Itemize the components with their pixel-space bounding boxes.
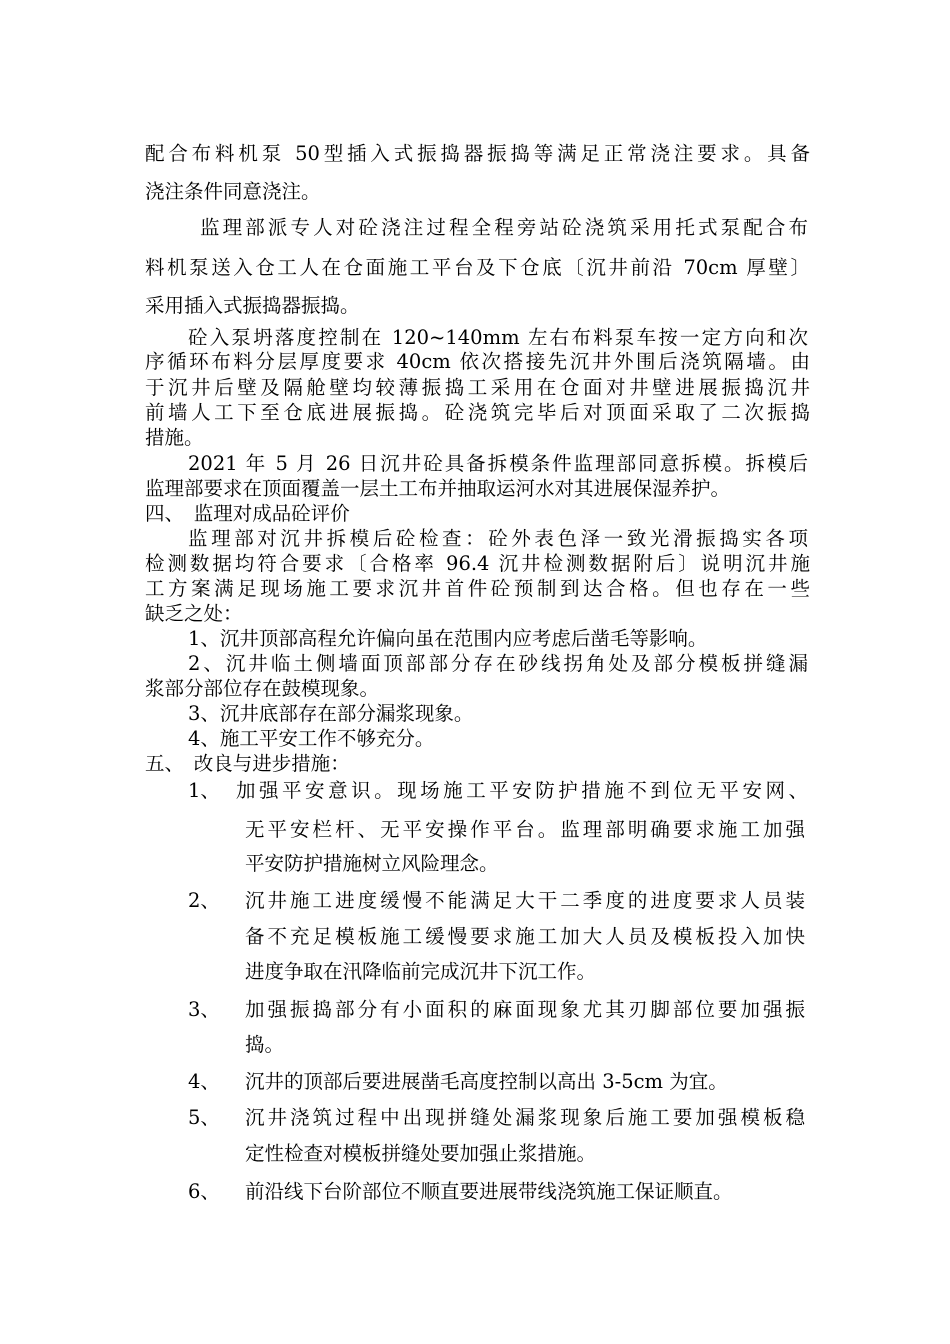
paragraph-line: 2021 年 5 月 26 日沉井砼具备拆模条件监理部同意拆模。拆模后 <box>188 452 808 475</box>
measure-number: 6、 <box>188 1180 220 1203</box>
paragraph-line: 监理部对沉井拆模后砼检查：砼外表色泽一致光滑振捣实各项 <box>188 527 808 550</box>
measure-number: 2、 <box>188 889 220 912</box>
section-heading-5: 五、 改良与进步措施： <box>145 752 350 775</box>
deficiency-item: 1、沉井顶部高程允许偏向虽在范围内应考虑后凿毛等影响。 <box>188 627 708 650</box>
paragraph-line: 砼入泵坍落度控制在 120~140mm 左右布料泵车按一定方向和次 <box>188 326 808 349</box>
paragraph-line: 措施。 <box>145 426 204 449</box>
paragraph-line: 序循环布料分层厚度要求 40cm 依次搭接先沉井外围后浇筑隔墙。由 <box>145 350 810 373</box>
measure-line: 捣。 <box>245 1033 285 1056</box>
measure-line: 平安防护措施树立风险理念。 <box>245 852 499 875</box>
measure-line: 进度争取在汛降临前完成沉井下沉工作。 <box>245 960 597 983</box>
measure-number: 4、 <box>188 1070 220 1093</box>
deficiency-item: 3、沉井底部存在部分漏浆现象。 <box>188 702 474 725</box>
measure-line: 加强平安意识。现场施工平安防护措施不到位无平安网、 <box>236 779 808 802</box>
paragraph-line: 于沉井后壁及隔舱壁均较薄振捣工采用在仓面对井壁进展振捣沉井 <box>145 376 810 399</box>
deficiency-item: 2、沉井临土侧墙面顶部部分存在砂线拐角处及部分模板拼缝漏 <box>188 652 808 675</box>
measure-line: 前沿线下台阶部位不顺直要进展带线浇筑施工保证顺直。 <box>245 1180 733 1203</box>
paragraph-line: 监理部要求在顶面覆盖一层土工布并抽取运河水对其进展保湿养护。 <box>145 477 731 500</box>
paragraph-line: 工方案满足现场施工要求沉井首件砼预制到达合格。但也存在一些 <box>145 577 810 600</box>
paragraph-line: 料机泵送入仓工人在仓面施工平台及下仓底〔沉井前沿 70cm 厚壁〕 <box>145 256 810 279</box>
measure-number: 5、 <box>188 1106 220 1129</box>
deficiency-item: 浆部分部位存在鼓模现象。 <box>145 677 380 700</box>
paragraph-line: 监理部派专人对砼浇注过程全程旁站砼浇筑采用托式泵配合布 <box>200 216 808 239</box>
deficiency-item: 4、施工平安工作不够充分。 <box>188 727 435 750</box>
paragraph-line: 配合布料机泵 50型插入式振捣器振捣等满足正常浇注要求。具备 <box>145 142 810 165</box>
measure-line: 沉井浇筑过程中出现拼缝处漏浆现象后施工要加强模板稳 <box>245 1106 805 1129</box>
paragraph-line: 采用插入式振捣器振捣。 <box>145 294 360 317</box>
paragraph-line: 浇注条件同意浇注。 <box>145 180 321 203</box>
measure-line: 定性检查对模板拼缝处要加强止浆措施。 <box>245 1142 597 1165</box>
measure-line: 沉井施工进度缓慢不能满足大干二季度的进度要求人员装 <box>245 889 805 912</box>
measure-number: 3、 <box>188 998 220 1021</box>
paragraph-line: 缺乏之处： <box>145 602 243 625</box>
section-heading-4: 四、 监理对成品砼评价 <box>145 502 350 525</box>
measure-line: 沉井的顶部后要进展凿毛高度控制以高出 3-5cm 为宜。 <box>245 1070 728 1093</box>
measure-line: 加强振捣部分有小面积的麻面现象尤其刃脚部位要加强振 <box>245 998 805 1021</box>
paragraph-line: 前墙人工下至仓底进展振捣。砼浇筑完毕后对顶面采取了二次振捣 <box>145 401 810 424</box>
measure-number: 1、 <box>188 779 220 802</box>
paragraph-line: 检测数据均符合要求〔合格率 96.4 沉井检测数据附后〕说明沉井施 <box>145 552 810 575</box>
measure-line: 备不充足模板施工缓慢要求施工加大人员及模板投入加快 <box>245 925 805 948</box>
measure-line: 无平安栏杆、无平安操作平台。监理部明确要求施工加强 <box>245 818 805 841</box>
